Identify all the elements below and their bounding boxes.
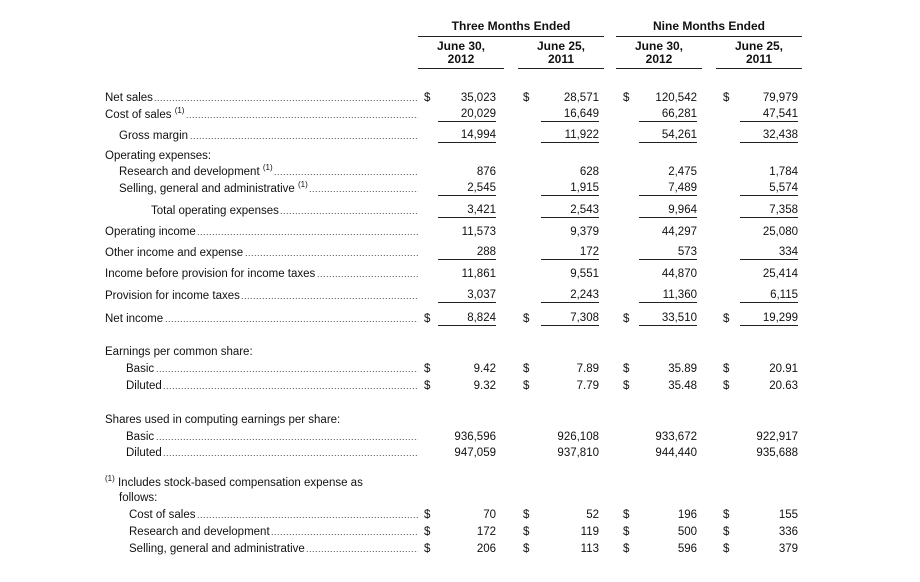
cell-value-col-3: 573	[639, 245, 697, 260]
row-label	[126, 361, 154, 377]
cell-value-col-4: 19,299	[740, 311, 798, 326]
cell-value-col-2: 7.79	[576, 380, 599, 392]
currency-symbol: $	[723, 543, 730, 555]
row-sbc-cost-of-sales	[0, 507, 920, 523]
row-net-income	[0, 311, 920, 327]
row-selling-general-admin	[0, 181, 920, 197]
cell-value-col-3: 44,870	[661, 268, 697, 280]
cell-value-col-4: 155	[778, 509, 798, 521]
row-label	[105, 344, 253, 360]
cell-value-col-4: 5,574	[740, 181, 798, 196]
currency-symbol: $	[623, 380, 630, 392]
row-cost-of-sales	[0, 107, 920, 123]
row-label	[126, 378, 162, 394]
cell-value-col-4: 20.91	[769, 363, 798, 375]
cell-value-col-3: 9,964	[639, 203, 697, 218]
currency-symbol: $	[523, 92, 530, 104]
header-nine-months: Nine Months Ended	[616, 20, 802, 37]
currency-symbol: $	[424, 363, 431, 375]
row-label	[105, 90, 153, 106]
cell-value-col-1: 947,059	[454, 447, 496, 459]
row-label-text: Basic	[126, 363, 155, 375]
row-label	[119, 164, 273, 180]
dot-leader	[163, 378, 418, 394]
cell-value-col-2: 9,379	[570, 226, 599, 238]
row-shares-basic	[0, 429, 920, 445]
row-operating-income	[0, 224, 920, 240]
row-label-text: Total operating expenses	[151, 205, 279, 217]
currency-symbol: $	[424, 509, 431, 521]
cell-value-col-4: 32,438	[740, 128, 798, 143]
cell-value-col-1: 11,861	[461, 268, 496, 280]
currency-symbol: $	[623, 543, 630, 555]
dot-leader	[156, 429, 418, 445]
row-label	[129, 524, 270, 540]
currency-symbol: $	[723, 363, 730, 375]
row-label	[129, 507, 195, 523]
row-label	[105, 266, 315, 282]
dot-leader	[271, 524, 418, 540]
dot-leader	[317, 266, 418, 282]
currency-symbol: $	[623, 92, 630, 104]
header-col-3	[616, 40, 702, 69]
row-research-development	[0, 164, 920, 180]
cell-value-col-2: 28,571	[563, 92, 599, 104]
cell-value-col-3: 196	[677, 509, 697, 521]
cell-value-col-1: 35,023	[460, 92, 496, 104]
row-provision-income-taxes	[0, 288, 920, 304]
row-label-text: Earnings per common share:	[105, 346, 253, 358]
row-label-text: Shares used in computing earnings per share:	[105, 414, 341, 426]
row-label-text: Net sales	[105, 92, 153, 104]
cell-value-col-2: 2,243	[541, 288, 599, 303]
cell-value-col-2: 11,922	[541, 128, 599, 143]
header-col-4-line2: 2011	[745, 52, 773, 66]
row-label	[119, 181, 308, 197]
cell-value-col-2: 628	[579, 166, 599, 178]
row-shares-diluted	[0, 445, 920, 461]
row-sbc-research-development	[0, 524, 920, 540]
cell-value-col-2: 7.89	[576, 363, 599, 375]
row-income-before-tax	[0, 266, 920, 282]
row-label-text: Research and development	[129, 526, 270, 538]
cell-value-col-1: 14,994	[438, 128, 496, 143]
dot-leader	[280, 203, 418, 219]
cell-value-col-3: 120,542	[655, 92, 697, 104]
row-label	[105, 412, 340, 428]
cell-value-col-4: 336	[778, 526, 798, 538]
cell-value-col-3: 944,440	[655, 447, 697, 459]
cell-value-col-4: 379	[778, 543, 798, 555]
cell-value-col-3: 933,672	[655, 431, 697, 443]
cell-value-col-2: 52	[586, 509, 599, 521]
row-eps-heading	[0, 344, 920, 360]
cell-value-col-2: 937,810	[557, 447, 599, 459]
row-label-text: Gross margin	[119, 130, 189, 142]
cell-value-col-1: 70	[483, 509, 496, 521]
row-label-text: Operating income	[105, 226, 196, 238]
cell-value-col-2: 2,543	[541, 203, 599, 218]
cell-value-col-1: 9.42	[473, 363, 496, 375]
cell-value-col-4: 935,688	[756, 447, 798, 459]
cell-value-col-1: 172	[476, 526, 496, 538]
footnote-marker: (1)	[105, 474, 115, 483]
row-label	[126, 429, 154, 445]
cell-value-col-3: 7,489	[639, 181, 697, 196]
cell-value-col-2: 9,551	[570, 268, 599, 280]
row-label	[105, 224, 196, 240]
header-col-2-line1: June 25,	[536, 39, 586, 53]
cell-value-col-4: 6,115	[740, 288, 798, 303]
currency-symbol: $	[723, 92, 730, 104]
currency-symbol: $	[424, 92, 431, 104]
header-three-months: Three Months Ended	[418, 20, 604, 37]
currency-symbol: $	[424, 543, 431, 555]
row-label	[105, 245, 243, 261]
currency-symbol: $	[523, 380, 530, 392]
currency-symbol: $	[523, 543, 530, 555]
cell-value-col-3: 66,281	[639, 107, 697, 122]
cell-value-col-4: 922,917	[756, 431, 798, 443]
cell-value-col-1: 20,029	[438, 107, 496, 122]
cell-value-col-1: 11,573	[461, 226, 496, 238]
row-label-text: Income before provision for income taxes	[105, 268, 316, 280]
cell-value-col-1: 876	[476, 166, 496, 178]
row-label	[105, 311, 163, 327]
currency-symbol: $	[424, 380, 431, 392]
dot-leader	[241, 288, 418, 304]
currency-symbol: $	[424, 526, 431, 538]
footnote-line1: Includes stock-based compensation expense as	[117, 477, 363, 489]
cell-value-col-1: 9.32	[473, 380, 496, 392]
row-sbc-selling-general-admin	[0, 541, 920, 557]
dot-leader	[163, 445, 418, 461]
row-eps-diluted	[0, 378, 920, 394]
cell-value-col-3: 44,297	[661, 226, 697, 238]
cell-value-col-2: 7,308	[541, 311, 599, 326]
cell-value-col-1: 3,421	[438, 203, 496, 218]
row-label-text: Cost of sales	[105, 109, 172, 121]
header-col-3-line2: 2012	[645, 52, 673, 66]
footnote-line2: follows:	[119, 492, 158, 504]
cell-value-col-2: 1,915	[541, 181, 599, 196]
cell-value-col-3: 33,510	[639, 311, 697, 326]
row-label-text: Other income and expense	[105, 247, 244, 259]
row-other-income-expense	[0, 245, 920, 261]
row-label-text: Selling, general and administrative	[119, 183, 295, 195]
cell-value-col-4: 79,979	[762, 92, 798, 104]
row-label	[105, 288, 240, 304]
footnote-marker: (1)	[174, 106, 185, 115]
cell-value-col-1: 288	[438, 245, 496, 260]
currency-symbol: $	[523, 509, 530, 521]
row-shares-heading	[0, 412, 920, 428]
footnote-sbc-heading	[105, 476, 405, 506]
cell-value-col-4: 334	[740, 245, 798, 260]
row-gross-margin	[0, 128, 920, 144]
row-operating-expenses-heading	[0, 148, 920, 164]
cell-value-col-2: 172	[541, 245, 599, 260]
currency-symbol: $	[623, 313, 630, 325]
dot-leader	[274, 164, 418, 180]
row-label-text: Basic	[126, 431, 155, 443]
cell-value-col-3: 11,360	[639, 288, 697, 303]
cell-value-col-3: 35.89	[668, 363, 697, 375]
header-col-2-line2: 2011	[547, 52, 575, 66]
footnote-marker: (1)	[262, 163, 273, 172]
dot-leader	[156, 361, 418, 377]
currency-symbol: $	[623, 363, 630, 375]
cell-value-col-1: 2,545	[438, 181, 496, 196]
currency-symbol: $	[723, 509, 730, 521]
currency-symbol: $	[424, 313, 431, 325]
cell-value-col-2: 113	[580, 543, 599, 555]
dot-leader	[309, 181, 418, 197]
cell-value-col-1: 936,596	[454, 431, 496, 443]
cell-value-col-4: 7,358	[740, 203, 798, 218]
dot-leader	[197, 224, 418, 240]
currency-symbol: $	[623, 526, 630, 538]
cell-value-col-3: 35.48	[668, 380, 697, 392]
row-label-text: Selling, general and administrative	[129, 543, 305, 555]
dot-leader	[306, 541, 418, 557]
row-total-operating-expenses	[0, 203, 920, 219]
row-label-text: Research and development	[119, 166, 260, 178]
currency-symbol: $	[623, 509, 630, 521]
dot-leader	[186, 107, 418, 123]
cell-value-col-4: 47,541	[740, 107, 798, 122]
header-col-4-line1: June 25,	[734, 39, 784, 53]
cell-value-col-2: 119	[580, 526, 599, 538]
row-label	[126, 445, 162, 461]
currency-symbol: $	[723, 380, 730, 392]
header-col-4	[716, 40, 802, 69]
header-col-1-line2: 2012	[447, 52, 475, 66]
row-label	[129, 541, 305, 557]
dot-leader	[154, 90, 418, 106]
currency-symbol: $	[523, 363, 530, 375]
cell-value-col-3: 596	[677, 543, 697, 555]
currency-symbol: $	[523, 526, 530, 538]
cell-value-col-2: 926,108	[557, 431, 599, 443]
cell-value-col-4: 25,080	[762, 226, 798, 238]
row-label	[151, 203, 279, 219]
header-col-1	[418, 40, 504, 69]
row-label-text: Operating expenses:	[105, 150, 212, 162]
row-label-text: Net income	[105, 313, 164, 325]
cell-value-col-2: 16,649	[541, 107, 599, 122]
footnote-marker: (1)	[298, 180, 308, 189]
currency-symbol: $	[523, 313, 530, 325]
cell-value-col-1: 3,037	[438, 288, 496, 303]
row-label	[105, 148, 211, 164]
row-eps-basic	[0, 361, 920, 377]
dot-leader	[190, 128, 418, 144]
row-label	[105, 107, 184, 123]
cell-value-col-3: 2,475	[668, 166, 697, 178]
row-net-sales	[0, 90, 920, 106]
row-label-text: Diluted	[126, 447, 162, 459]
cell-value-col-1: 206	[476, 543, 496, 555]
dot-leader	[245, 245, 418, 261]
row-label-text: Provision for income taxes	[105, 290, 240, 302]
row-label	[119, 128, 188, 144]
row-label-text: Diluted	[126, 380, 162, 392]
currency-symbol: $	[723, 313, 730, 325]
currency-symbol: $	[723, 526, 730, 538]
cell-value-col-1: 8,824	[438, 311, 496, 326]
cell-value-col-4: 25,414	[762, 268, 798, 280]
dot-leader	[165, 311, 418, 327]
row-label-text: Cost of sales	[129, 509, 196, 521]
header-col-1-line1: June 30,	[436, 39, 486, 53]
header-col-3-line1: June 30,	[634, 39, 684, 53]
header-col-2	[518, 40, 604, 69]
dot-leader	[197, 507, 418, 523]
cell-value-col-4: 20.63	[769, 380, 798, 392]
cell-value-col-4: 1,784	[769, 166, 798, 178]
cell-value-col-3: 500	[677, 526, 697, 538]
cell-value-col-3: 54,261	[639, 128, 697, 143]
